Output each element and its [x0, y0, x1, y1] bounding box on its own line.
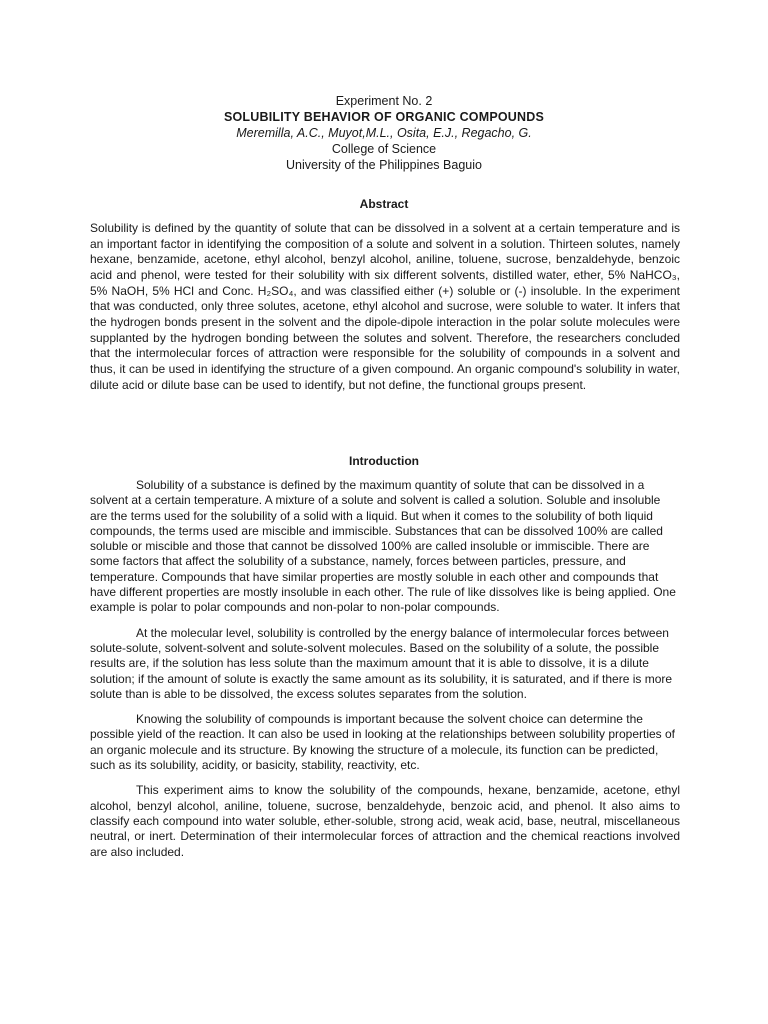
- intro-paragraph-4: This experiment aims to know the solubility of the compounds, hexane, benzamide, acetone, ethyl alcohol, benzyl alcohol, aniline, toluene, sucrose, benzaldehyde, benzoic acid, and phenol. It also aims to classify each compound into water soluble, ether-soluble, strong acid, weak acid, base, neutral, miscellaneous neutral, or inert. Determination of their intermolecular forces of attraction and the chemical reactions involved are also included.: [90, 783, 680, 859]
- experiment-number: Experiment No. 2: [335, 94, 433, 108]
- abstract-body: Solubility is defined by the quantity of solute that can be dissolved in a solvent at a certain temperature and is an important factor in identifying the composition of a solute and solvent in a solution. Thirteen solutes, namely hexane, benzamide, acetone, ethyl alcohol, benzyl alcohol, aniline, toluene, sucrose, benzaldehyde, benzoic acid and phenol, were tested for their solubility with six different solvents, distilled water, ether, 5% NaHCO₃, 5% NaOH, 5% HCl and Conc. H₂SO₄, and was classified either (+) soluble or (-) insoluble. In the experiment that was conducted, only three solutes, acetone, ethyl alcohol and sucrose, were soluble to water. It infers that the hydrogen bonds present in the solvent and the dipole-dipole interaction in the polar solute molecules were supplanted by the hydrogen bonding between the solutes and solvent. Therefore, the researchers concluded that the intermolecular forces of attraction were responsible for the solubility of compounds in a solvent and thus, it can be used in identifying the structure of a given compound. An organic compound's solubility in water, dilute acid or dilute base can be used to identify, but not define, the functional groups present.: [90, 221, 680, 392]
- intro-paragraph-2: At the molecular level, solubility is controlled by the energy balance of intermolecular forces between solute-solute, solvent-solvent and solute-solvent molecules. Based on the solubility of a solute, the possible results are, if the solution has less solute than the maximum amount that it is able to dissolve, it is a dilute solution; if the amount of solute is exactly the same amount as its solubility, it is saturated, and if there is more solute than is able to be dissolved, the excess solutes separates from the solution.: [90, 625, 673, 701]
- intro-paragraph-3: Knowing the solubility of compounds is important because the solvent choice can determine the possible yield of the reaction. It can also be used in looking at the relationships between solubility properties of an organic molecule and its structure. By knowing the structure of a molecule, its function can be predicted, such as its solubility, acidity, or basicity, stability, reactivity, etc.: [90, 712, 676, 773]
- introduction-body: [90, 478, 680, 870]
- paper-title: SOLUBILITY BEHAVIOR OF ORGANIC COMPOUNDS: [223, 110, 545, 124]
- intro-paragraph-1: Solubility of a substance is defined by the maximum quantity of solute that can be dissolved in a solvent at a certain temperature. A mixture of a solute and solvent is called a solution. Soluble and insoluble are the terms used for the solubility of a solid with a liquid. But when it comes to the solubility of both liquid compounds, the terms used are miscible and immiscible. Substances that can be dissolved 100% are called soluble or miscible and those that cannot be dissolved 100% are called insoluble or immiscible. There are some factors that affect the solubility of a substance, namely, forces between particles, pressure, and temperature. Compounds that have similar properties are mostly soluble in each other and compounds that have different properties are mostly insoluble in each other. The rule of like dissolves like is being applied. One example is polar to polar compounds and non-polar to non-polar compounds.: [90, 478, 676, 615]
- introduction-heading: Introduction: [349, 454, 419, 468]
- authors-line: Meremilla, A.C., Muyot,M.L., Osita, E.J., Regacho, G.: [236, 126, 532, 140]
- abstract-heading: Abstract: [359, 197, 409, 211]
- university-line: University of the Philippines Baguio: [286, 158, 482, 172]
- paper-header: [0, 93, 768, 173]
- college-line: College of Science: [331, 142, 437, 156]
